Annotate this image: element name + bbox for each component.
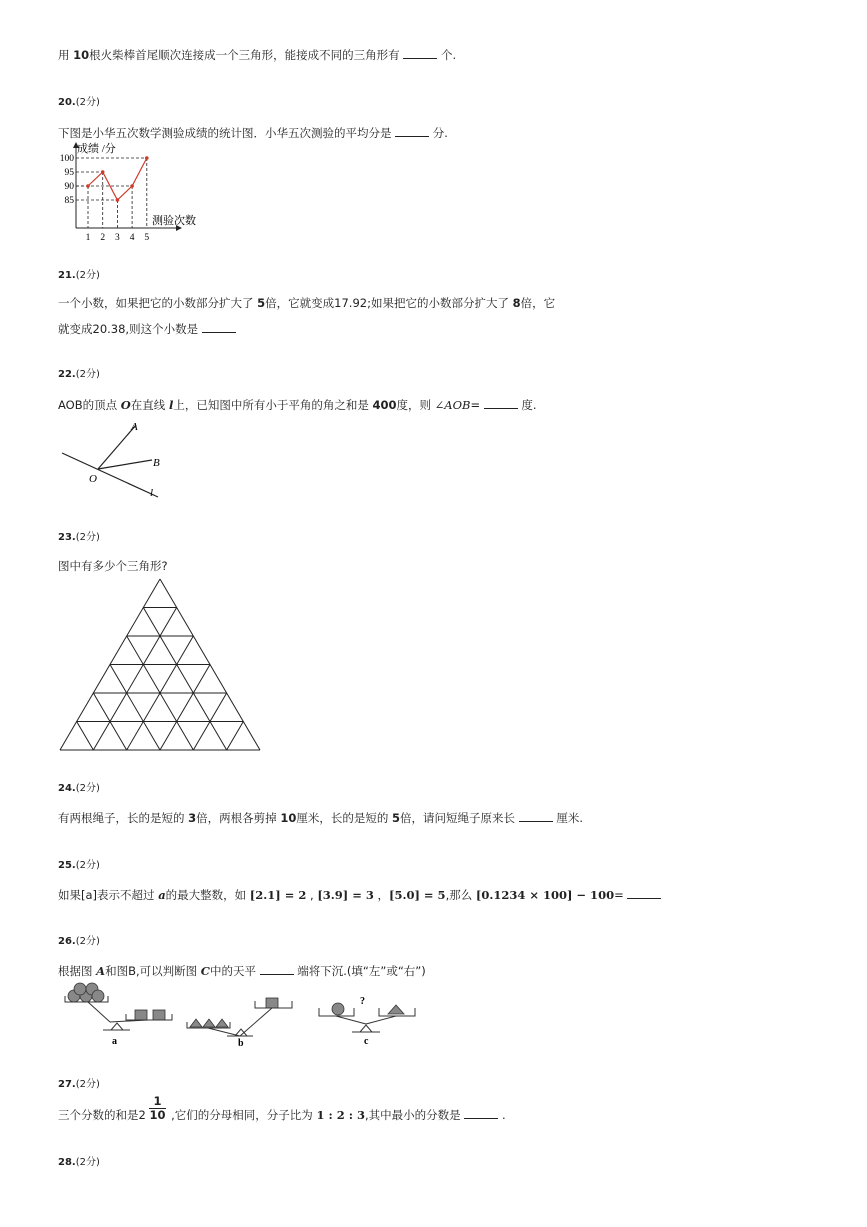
data-point <box>116 198 120 202</box>
question-header-20: 20.(2分) <box>58 97 100 108</box>
grid-line <box>110 665 160 751</box>
answer-blank[interactable] <box>519 811 553 822</box>
answer-blank[interactable] <box>464 1108 498 1119</box>
grid-line <box>160 665 210 751</box>
q22-text: AOB的顶点 O在直线 l上，已知图中所有小于平角的角之和是 400度，则 ∠AOB= 度. <box>58 398 537 412</box>
mixed-fraction: $\frac{1}{10}$ <box>149 1093 166 1122</box>
x-tick-label: 2 <box>100 233 106 243</box>
x-tick-label: 4 <box>129 233 135 243</box>
y-tick-label: 90 <box>64 182 74 192</box>
label-question-mark: ? <box>360 996 365 1007</box>
y-axis-label: 成绩 /分 <box>77 143 116 155</box>
label-B: B <box>153 457 160 469</box>
data-point <box>130 184 134 188</box>
label-b: b <box>238 1038 244 1049</box>
question-header-23: 23.(2分) <box>58 532 100 543</box>
data-point <box>86 184 90 188</box>
answer-blank[interactable] <box>403 48 437 59</box>
label-l: l <box>150 487 154 499</box>
q21-text-line2: 就变成20.38,则这个小数是 <box>58 322 236 336</box>
data-point <box>101 170 105 174</box>
data-point <box>145 156 149 160</box>
triangle-grid-figure <box>58 577 262 752</box>
label-a: a <box>112 1036 117 1047</box>
x-tick-label: 3 <box>115 233 120 243</box>
score-line <box>88 158 147 200</box>
answer-blank[interactable] <box>484 398 518 409</box>
question-header-28: 28.(2分) <box>58 1157 100 1168</box>
label-A: A <box>131 421 138 433</box>
score-line-chart <box>52 140 252 243</box>
question-header-26: 26.(2分) <box>58 936 100 947</box>
x-tick-label: 5 <box>144 233 150 243</box>
answer-blank[interactable] <box>395 126 429 137</box>
grid-line <box>227 722 244 751</box>
q20-text: 下图是小华五次数学测验成绩的统计图．小华五次测验的平均分是 分. <box>58 126 448 140</box>
q26-text: 根据图 A和图B,可以判断图 C中的天平 端将下沉.(填“左”或“右”) <box>58 964 426 978</box>
question-header-22: 22.(2分) <box>58 369 100 380</box>
answer-blank[interactable] <box>627 888 661 899</box>
angle-figure <box>60 420 180 500</box>
question-header-21: 21.(2分) <box>58 270 100 281</box>
x-axis-label: 测验次数 <box>152 215 196 227</box>
y-tick-label: 95 <box>64 168 74 178</box>
q27-text: 三个分数的和是2 $\frac{1}{10}$ ,它们的分母相同，分子比为 1 : 2 : 3,其中最小的分数是 . <box>58 1093 506 1122</box>
question-header-27: 27.(2分) <box>58 1079 100 1090</box>
grid-line <box>93 608 176 751</box>
label-O: O <box>89 473 97 485</box>
y-tick-label: 100 <box>59 154 74 164</box>
balance-figure <box>60 982 420 1047</box>
question-header-24: 24.(2分) <box>58 783 100 794</box>
q25-text: 如果[a]表示不超过 a的最大整数，如 [2.1] = 2 , [3.9] = 3 ，[5.0] = 5,那么 [0.1234 × 100] − 100= <box>58 888 661 902</box>
grid-line <box>77 722 94 751</box>
q23-text: 图中有多少个三角形? <box>58 559 168 573</box>
answer-blank[interactable] <box>260 964 294 975</box>
grid-line <box>143 608 226 751</box>
x-tick-label: 1 <box>85 233 91 243</box>
answer-blank[interactable] <box>202 322 236 333</box>
q19-text: 用 10根火柴棒首尾顺次连接成一个三角形，能接成不同的三角形有 个. <box>58 48 457 62</box>
question-header-25: 25.(2分) <box>58 860 100 871</box>
label-c: c <box>364 1036 369 1047</box>
y-tick-label: 85 <box>64 196 74 206</box>
triangle-grid <box>60 579 260 750</box>
q21-text-line1: 一个小数，如果把它的小数部分扩大了 5倍，它就变成17.92;如果把它的小数部分扩大了 8倍，它 <box>58 296 556 310</box>
q24-text: 有两根绳子，长的是短的 3倍，两根各剪掉 10厘米，长的是短的 5倍，请问短绳子原来长 厘米. <box>58 811 583 825</box>
